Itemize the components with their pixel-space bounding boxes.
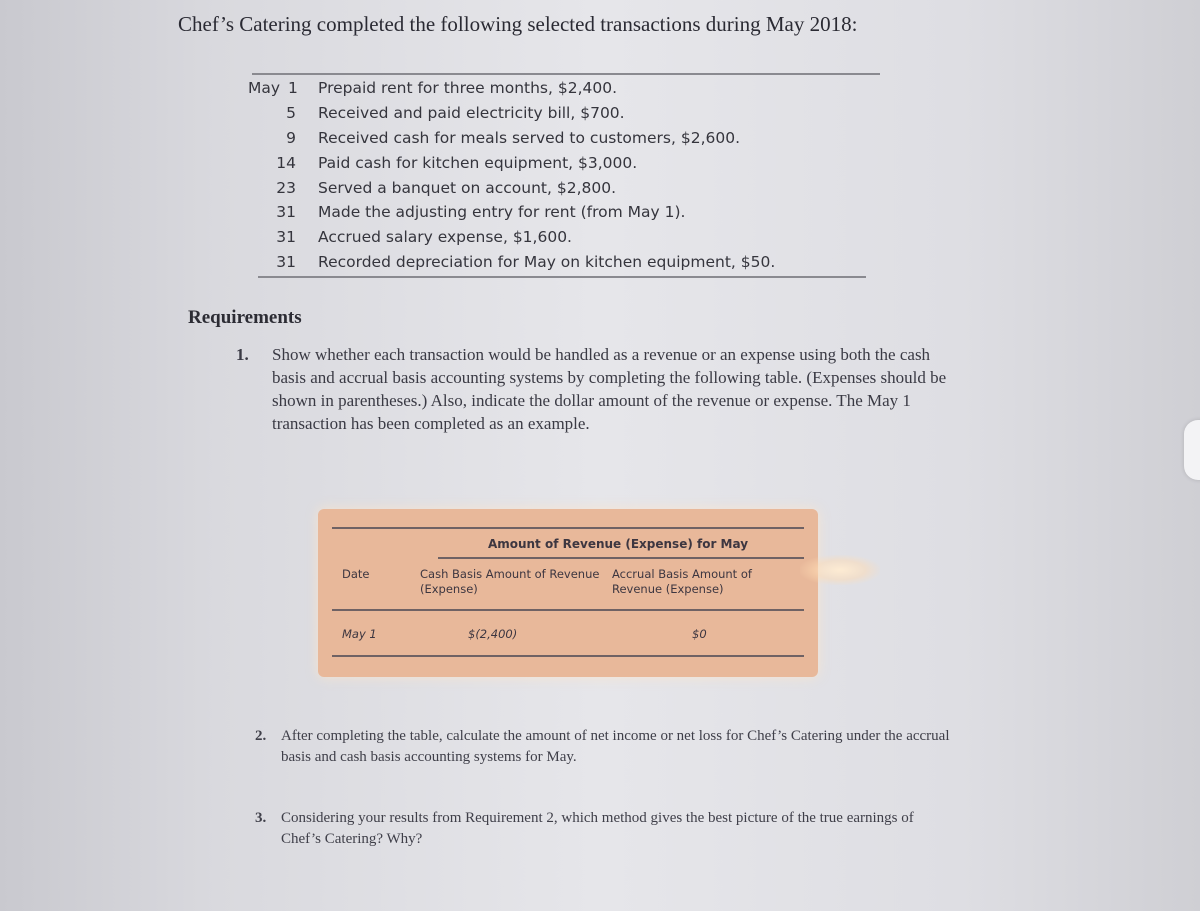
transaction-day: 5 [286, 104, 296, 123]
column-header-date: Date [342, 567, 370, 581]
column-header-accrual: Accrual Basis Amount of Revenue (Expense) [612, 567, 752, 596]
transaction-description: Prepaid rent for three months, $2,400. [318, 79, 618, 98]
table-rule [438, 557, 804, 559]
column-header-cash: Cash Basis Amount of Revenue (Expense) [420, 567, 600, 596]
requirement-number: 2. [255, 728, 267, 744]
cell-accrual: $0 [692, 627, 707, 641]
transaction-description: Accrued salary expense, $1,600. [318, 228, 572, 247]
requirement-1 [236, 343, 956, 435]
transaction-description: Received cash for meals served to customers, $2,600. [318, 128, 741, 147]
requirement-3 [255, 808, 955, 850]
divider-bottom [258, 276, 866, 278]
transaction-day: 1 [288, 79, 298, 98]
transaction-description: Served a banquet on account, $2,800. [318, 178, 617, 197]
table-rule [332, 655, 804, 657]
requirement-number: 1. [236, 345, 249, 364]
example-table [318, 509, 818, 677]
table-rule [332, 527, 804, 529]
transaction-description: Made the adjusting entry for rent (from May 1). [318, 203, 686, 222]
transaction-description: Recorded depreciation for May on kitchen equipment, $50. [318, 252, 776, 271]
transaction-row [248, 200, 888, 225]
transaction-list [248, 76, 888, 274]
transaction-day: 31 [276, 228, 296, 247]
page-edge-tab [1184, 420, 1200, 480]
transaction-row [248, 175, 888, 200]
transaction-day: 23 [276, 178, 296, 197]
transaction-month: May [248, 79, 281, 98]
transaction-day: 14 [276, 153, 296, 172]
table-rule [332, 609, 804, 611]
transaction-row [248, 150, 888, 175]
cell-cash: $(2,400) [468, 627, 518, 641]
transaction-row [248, 76, 888, 101]
transaction-row [248, 225, 888, 250]
transaction-row [248, 101, 888, 126]
table-group-header: Amount of Revenue (Expense) for May [487, 537, 749, 551]
requirements-heading: Requirements [188, 307, 302, 328]
requirement-text: Considering your results from Requirement 2, which method gives the best picture of the true earnings of Chef’s Catering? Why? [281, 810, 914, 847]
requirement-2 [255, 726, 955, 768]
transaction-day: 31 [276, 252, 296, 271]
requirement-text: After completing the table, calculate the amount of net income or net loss for Chef’s Catering under the accrual basis and cash basis accounting systems for May. [281, 728, 950, 765]
cell-date: May 1 [342, 627, 377, 641]
transaction-description: Paid cash for kitchen equipment, $3,000. [318, 153, 638, 172]
transaction-day: 9 [286, 128, 296, 147]
intro-sentence: Chef’s Catering completed the following selected transactions during May 2018: [178, 12, 858, 36]
transaction-day: 31 [276, 203, 296, 222]
requirement-text: Show whether each transaction would be handled as a revenue or an expense using both the cash basis and accrual basis accounting systems by completing the following table. (Expenses should be shown in parentheses.) Also, indicate the dollar amount of the revenue or expense. The May 1 transaction has been completed as an example. [272, 345, 947, 433]
transaction-row [248, 126, 888, 151]
transaction-row [248, 250, 888, 275]
divider-top [252, 73, 880, 75]
requirement-number: 3. [255, 810, 267, 826]
transaction-description: Received and paid electricity bill, $700. [318, 104, 625, 123]
